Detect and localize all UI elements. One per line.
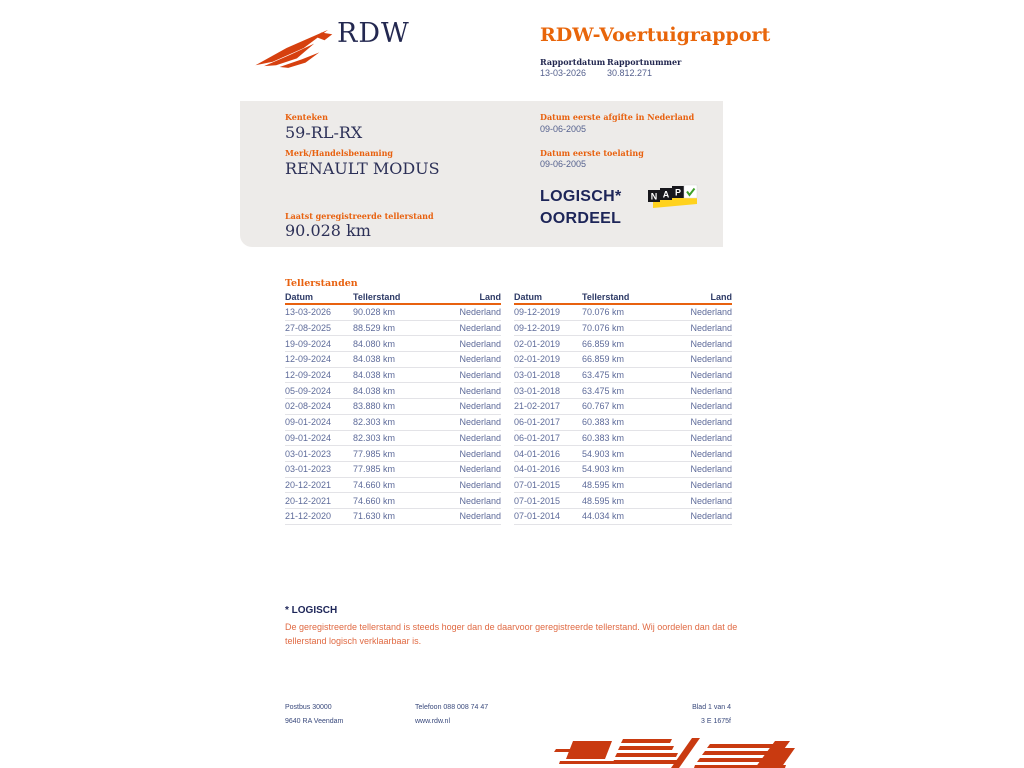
row-land: Nederland — [459, 401, 501, 412]
row-tellerstand: 84.038 km — [353, 385, 396, 396]
table-row — [285, 321, 501, 337]
row-datum: 05-09-2024 — [285, 385, 332, 396]
rdw-wing-logo-icon — [252, 24, 334, 72]
row-tellerstand: 84.038 km — [353, 354, 396, 365]
svg-text:P: P — [674, 187, 682, 198]
table-row — [285, 352, 501, 368]
row-tellerstand: 48.595 km — [582, 479, 625, 490]
report-number-label: Rapportnummer — [607, 57, 682, 67]
table-row — [514, 462, 732, 478]
row-datum: 06-01-2017 — [514, 432, 561, 443]
row-land: Nederland — [459, 495, 501, 506]
row-tellerstand: 74.660 km — [353, 479, 396, 490]
row-tellerstand: 63.475 km — [582, 385, 625, 396]
row-datum: 02-01-2019 — [514, 338, 561, 349]
footnote-text: De geregistreerde tellerstand is steeds hoger dan de daarvoor geregistreerde tellerstand. Wij oordelen dan dat de tellerstand logisch verklaarbaar is. — [285, 622, 738, 646]
footer-postbus: Postbus 30000 — [285, 704, 332, 711]
table-row — [514, 336, 732, 352]
row-tellerstand: 70.076 km — [582, 307, 625, 318]
row-land: Nederland — [459, 448, 501, 459]
row-tellerstand: 82.303 km — [353, 432, 396, 443]
col-tellerstand: Tellerstand — [353, 292, 401, 302]
row-datum: 27-08-2025 — [285, 323, 332, 334]
toelating-label: Datum eerste toelating — [540, 148, 644, 158]
row-land: Nederland — [459, 354, 501, 365]
row-datum: 13-03-2026 — [285, 307, 332, 318]
odometer-table-right — [514, 291, 732, 525]
row-land: Nederland — [459, 307, 501, 318]
row-datum: 09-01-2024 — [285, 417, 332, 428]
table-row — [514, 352, 732, 368]
table-header — [514, 291, 732, 305]
row-tellerstand: 84.080 km — [353, 338, 396, 349]
col-tellerstand: Tellerstand — [582, 292, 630, 302]
col-datum: Datum — [514, 292, 543, 302]
table-header — [285, 291, 501, 305]
footer-meta — [631, 701, 731, 729]
table-row — [285, 462, 501, 478]
tellerstand-value: 90.028 km — [285, 221, 371, 240]
row-land: Nederland — [459, 385, 501, 396]
row-datum: 07-01-2015 — [514, 495, 561, 506]
row-land: Nederland — [690, 338, 732, 349]
col-datum: Datum — [285, 292, 314, 302]
row-tellerstand: 60.767 km — [582, 401, 625, 412]
row-land: Nederland — [459, 479, 501, 490]
row-tellerstand: 63.475 km — [582, 370, 625, 381]
footnote-title: * LOGISCH — [285, 605, 338, 616]
afgifte-value: 09-06-2005 — [540, 124, 587, 134]
footer-page-number: Blad 1 van 4 — [692, 704, 731, 711]
table-row — [514, 383, 732, 399]
row-tellerstand: 70.076 km — [582, 323, 625, 334]
row-land: Nederland — [690, 401, 732, 412]
kenteken-value: 59-RL-RX — [285, 123, 363, 142]
row-tellerstand: 48.595 km — [582, 495, 625, 506]
row-tellerstand: 84.038 km — [353, 370, 396, 381]
row-datum: 04-01-2016 — [514, 448, 561, 459]
row-tellerstand: 90.028 km — [353, 307, 396, 318]
row-land: Nederland — [690, 448, 732, 459]
table-row — [514, 368, 732, 384]
row-land: Nederland — [690, 464, 732, 475]
table-body — [514, 305, 732, 525]
row-datum: 09-12-2019 — [514, 323, 561, 334]
toelating-value: 09-06-2005 — [540, 159, 587, 169]
row-land: Nederland — [690, 370, 732, 381]
table-body — [285, 305, 501, 525]
row-tellerstand: 77.985 km — [353, 464, 396, 475]
row-datum: 12-09-2024 — [285, 354, 332, 365]
table-row — [514, 431, 732, 447]
table-row — [514, 321, 732, 337]
rdw-logo-text: RDW — [337, 18, 410, 49]
table-row — [285, 478, 501, 494]
oordeel-text — [540, 186, 622, 230]
row-datum: 03-01-2023 — [285, 464, 332, 475]
row-tellerstand: 71.630 km — [353, 511, 396, 522]
row-tellerstand: 83.880 km — [353, 401, 396, 412]
row-datum: 02-01-2019 — [514, 354, 561, 365]
row-land: Nederland — [459, 370, 501, 381]
row-datum: 20-12-2021 — [285, 495, 332, 506]
row-datum: 03-01-2023 — [285, 448, 332, 459]
row-land: Nederland — [690, 323, 732, 334]
tellerstanden-title: Tellerstanden — [285, 278, 358, 289]
table-row — [514, 493, 732, 509]
table-row — [285, 415, 501, 431]
row-datum: 19-09-2024 — [285, 338, 332, 349]
row-tellerstand: 66.859 km — [582, 338, 625, 349]
table-row — [285, 509, 501, 525]
row-datum: 02-08-2024 — [285, 401, 332, 412]
row-land: Nederland — [690, 432, 732, 443]
row-datum: 03-01-2018 — [514, 370, 561, 381]
row-land: Nederland — [690, 417, 732, 428]
table-row — [514, 509, 732, 525]
footer-form-code: 3 E 1675f — [701, 718, 731, 725]
footer-website: www.rdw.nl — [415, 718, 451, 725]
kenteken-label: Kenteken — [285, 112, 328, 122]
row-datum: 21-02-2017 — [514, 401, 561, 412]
row-datum: 06-01-2017 — [514, 417, 561, 428]
footer-address — [285, 701, 343, 729]
row-tellerstand: 60.383 km — [582, 432, 625, 443]
row-datum: 12-09-2024 — [285, 370, 332, 381]
table-row — [514, 415, 732, 431]
footer-contact — [415, 701, 488, 729]
row-tellerstand: 44.034 km — [582, 511, 625, 522]
table-row — [514, 305, 732, 321]
row-tellerstand: 82.303 km — [353, 417, 396, 428]
table-row — [285, 336, 501, 352]
row-land: Nederland — [459, 323, 501, 334]
merk-label: Merk/Handelsbenaming — [285, 148, 394, 158]
row-tellerstand: 66.859 km — [582, 354, 625, 365]
row-land: Nederland — [459, 464, 501, 475]
row-land: Nederland — [459, 432, 501, 443]
row-datum: 09-12-2019 — [514, 307, 561, 318]
row-datum: 03-01-2018 — [514, 385, 561, 396]
svg-text:N: N — [650, 191, 658, 202]
row-tellerstand: 60.383 km — [582, 417, 625, 428]
row-tellerstand: 54.903 km — [582, 464, 625, 475]
table-row — [285, 493, 501, 509]
row-datum: 07-01-2014 — [514, 511, 561, 522]
row-land: Nederland — [690, 354, 732, 365]
table-row — [285, 399, 501, 415]
row-land: Nederland — [690, 511, 732, 522]
table-row — [285, 305, 501, 321]
table-row — [514, 478, 732, 494]
table-row — [514, 399, 732, 415]
oordeel-line2: OORDEEL — [540, 210, 622, 227]
col-land: Land — [710, 292, 732, 302]
row-land: Nederland — [459, 511, 501, 522]
rdw-stripes-graphic-icon — [548, 738, 798, 768]
table-row — [285, 446, 501, 462]
row-land: Nederland — [690, 479, 732, 490]
footer-phone: Telefoon 088 008 74 47 — [415, 704, 489, 711]
odometer-table-left — [285, 291, 501, 525]
row-datum: 07-01-2015 — [514, 479, 561, 490]
row-land: Nederland — [690, 307, 732, 318]
report-date-label: Rapportdatum — [540, 57, 606, 67]
table-row — [285, 368, 501, 384]
row-tellerstand: 74.660 km — [353, 495, 396, 506]
row-datum: 04-01-2016 — [514, 464, 561, 475]
row-datum: 09-01-2024 — [285, 432, 332, 443]
row-land: Nederland — [459, 338, 501, 349]
tellerstand-label: Laatst geregistreerde tellerstand — [285, 211, 434, 221]
table-row — [285, 431, 501, 447]
row-tellerstand: 88.529 km — [353, 323, 396, 334]
svg-text:A: A — [662, 189, 670, 200]
merk-value: RENAULT MODUS — [285, 159, 440, 178]
col-land: Land — [479, 292, 501, 302]
row-land: Nederland — [459, 417, 501, 428]
oordeel-line1: LOGISCH* — [540, 188, 622, 205]
row-tellerstand: 77.985 km — [353, 448, 396, 459]
report-date-value: 13-03-2026 — [540, 68, 587, 78]
row-tellerstand: 54.903 km — [582, 448, 625, 459]
nap-logo-icon — [648, 183, 698, 210]
report-number-value: 30.812.271 — [607, 68, 653, 78]
row-land: Nederland — [690, 495, 732, 506]
table-row — [285, 383, 501, 399]
row-datum: 21-12-2020 — [285, 511, 332, 522]
report-title: RDW-Voertuigrapport — [540, 24, 771, 46]
footer-city: 9640 RA Veendam — [285, 718, 344, 725]
row-land: Nederland — [690, 385, 732, 396]
row-datum: 20-12-2021 — [285, 479, 332, 490]
afgifte-label: Datum eerste afgifte in Nederland — [540, 112, 695, 122]
table-row — [514, 446, 732, 462]
